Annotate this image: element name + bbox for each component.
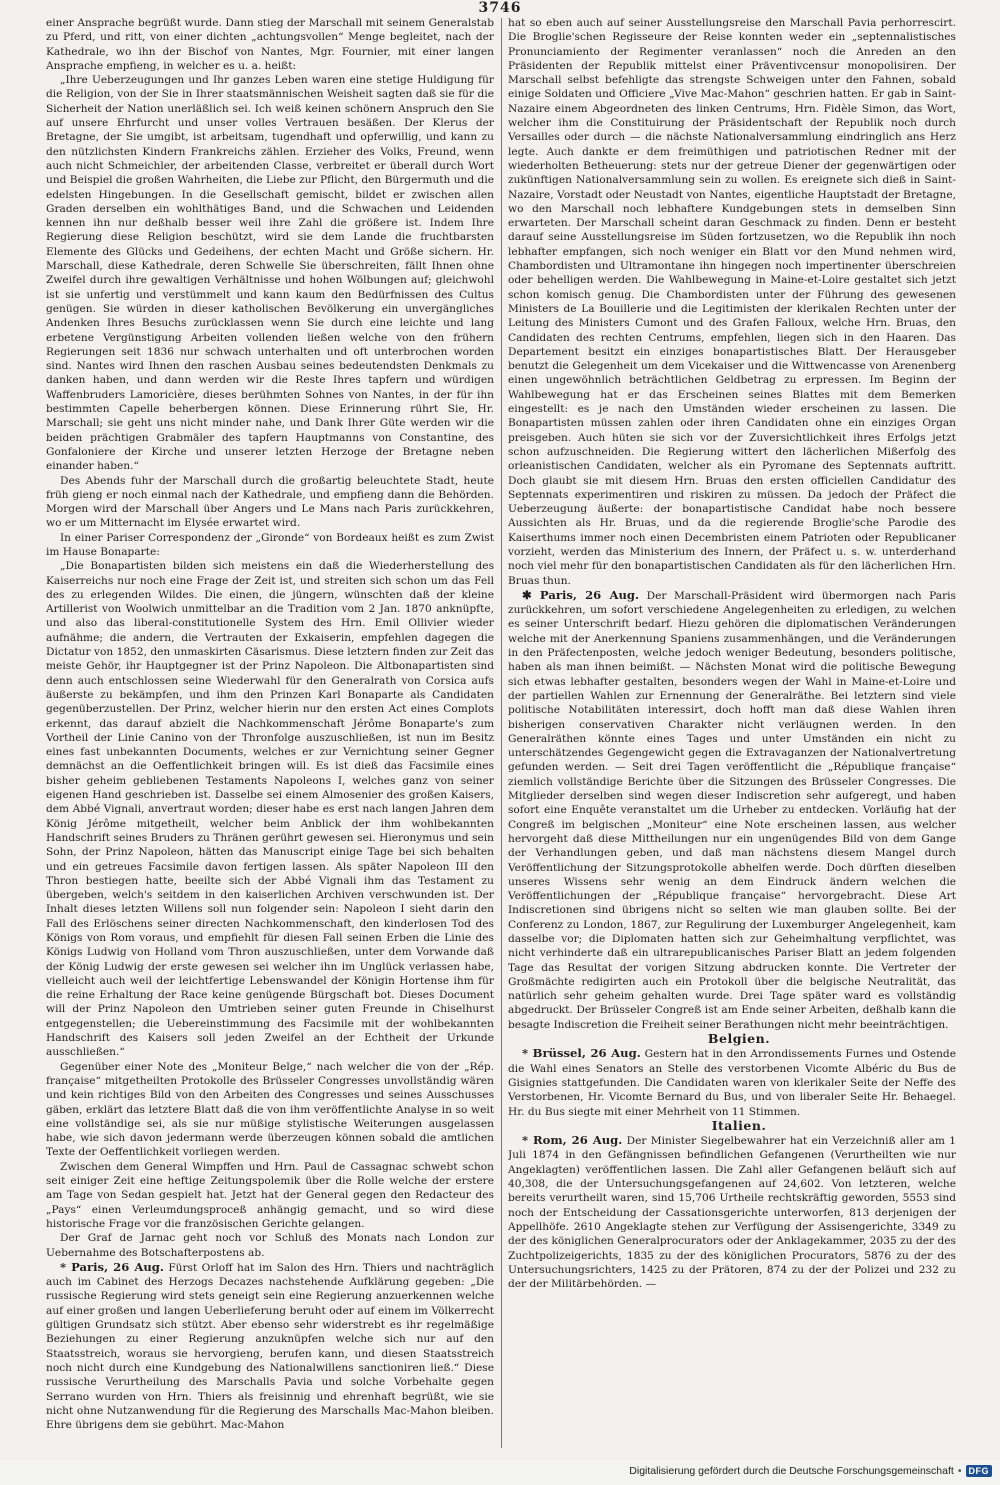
- paragraph: [508, 1133, 956, 1291]
- dateline: * Paris, 26 Aug.: [60, 1259, 164, 1274]
- article-text: Der Marschall-Präsident wird übermorgen nach Paris zurückkehren, um sofort verschiedene Angelegenheiten zu erledigen, zu welchen es seiner Unterschrift bedarf. Hiezu gehören die diplomatischen Veränderungen welche mit der Anerkennung Spaniens zusammenhängen, und die Veränderungen in den Präfectenposten, welche jedoch weniger Bedeutung, besonders politische, haben als man ihnen beimißt. — Nächsten Monat wird die politische Bewegung sich etwas lebhafter gestalten, besonders wegen der Wahl in Maine-et-Loire und der partiellen Wahlen zur Ernennung der Generalräthe. Bei letztern sind viele politische Notabilitäten interessirt, doch hofft man daß diese Wahlen ihren bisherigen conservativen Charakter nicht verläugnen werden. In den Generalräthen könnte eines Tages und unter Umständen ein nicht zu unterschätzendes Gegengewicht gegen die Extravaganzen der Nationalvertretung gefunden werden. — Seit drei Tagen veröffentlicht die „République française“ ziemlich vollständige Berichte über die Sitzungen des Brüsseler Congresses. Die Mitglieder derselben sind wegen dieser Indiscretion sehr aufgeregt, und haben sofort eine Enquête veranstaltet um die Urheber zu entdecken. Vorläufig hat der Congreß im belgischen „Moniteur“ eine Note erscheinen lassen, aus welcher hervorgeht daß diese Mittheilungen nur ein ungenügendes Bild von dem Gange der Verhandlungen geben, und daß man nächstens diesem Mangel durch Veröffentlichung der Sitzungsprotokolle abhelfen werde. Doch dürften dieselben unseres Wissens sehr wenig an dem Eindruck ändern welchen die Veröffentlichungen der „République française“ hervorgebracht. Diese Art Indiscretionen sind übrigens nicht so selten wie man glauben sollte. Bei der Conferenz zu London, 1867, zur Regulirung der Luxemburger Angelegenheit, kam dasselbe vor; die Diplomaten hatten sich zur Geheimhaltung verpflichtet, was nicht verhinderte daß ein ultrarepublicanisches Pariser Blatt an jedem folgenden Tage das Resultat der vorigen Sitzung abdrucken konnte. Die Vertreter der Großmächte redigirten auch ein Protokoll über die belgische Neutralität, das natürlich sehr geheim gehalten wurde. Drei Tage später ward es vollständig abgedruckt. Der Brüsseler Congreß ist am Ende seiner Arbeiten, deßhalb kann die besagte Indiscretion die Freiheit seiner Berathungen nicht mehr beeinträchtigen.: [508, 589, 956, 1031]
- paragraph: In einer Pariser Correspondenz der „Gironde“ von Bordeaux heißt es zum Zwist im Hause Bonaparte:: [46, 531, 494, 558]
- article-text: Der Minister Siegelbewahrer hat ein Verzeichniß aller am 1 Juli 1874 in den Gefängnissen befindlichen Gefangenen (Verurtheilten wie nur Angeklagten) veröffentlichen lassen. Die Zahl aller Gefangenen beläuft sich auf 40,308, die der Untersuchungsgefangenen auf 24,602. Von letzteren, welche bereits verurtheilt waren, sind 15,706 Urtheile rechtskräftig geworden, 5553 sind noch der Entscheidung der Cassationsgerichte unterworfen, 813 derjenigen der Appellhöfe. 2610 Angeklagte stehen zur Verfügung der Assisengerichte, 3349 zu der des königlichen Generalprocurators oder der Anklagekammer, 2035 zu der des Zuchtpolizeigerichts, 1835 zu der des königlichen Procurators, 5876 zu der des Untersuchungsrichters, 1425 zu der Prätoren, 874 zu der der Polizei und 232 zu der der Militärbehörden. —: [508, 1135, 956, 1291]
- paragraph: Der Graf de Jarnac geht noch vor Schluß des Monats nach London zur Uebernahme des Botschafterpostens ab.: [46, 1232, 494, 1259]
- paragraph: [508, 1046, 956, 1118]
- article-text: Fürst Orloff hat im Salon des Hrn. Thiers und nachträglich auch im Cabinet des Herzogs Decazes nachstehende Aufklärung gegeben: „Die russische Regierung wird stets geneigt sein eine Regierung anzuerkennen welche auf einer großen und langen Ueberlieferung beruht oder auf einem im Völkerrecht gültigen Grundsatz sich stützt. Aber ebenso sehr widerstrebt es ihr regelmäßige Beziehungen zu einer Regierung anzuknüpfen welche sich nur auf den Staatsstreich, woraus sie hervorgieng, berufen kann, und diesen Staatsstreich noch nicht durch eine Kundgebung des Nationalwillens sanctioniren ließ.“ Diese russische Verurtheilung des Marschalls Pavia und solche Vorbehalte gegen Serrano wurden von Hrn. Thiers als freisinnig und ehrenhaft begrüßt, wie sie nicht ohne Nutzanwendung für die Regierung des Marschalls Mac-Mahon bleiben. Ehre übrigens dem sie gebührt. Mac-Mahon: [46, 1261, 494, 1432]
- column-divider: [501, 18, 502, 1448]
- section-heading-belgien: Belgien.: [707, 1031, 771, 1047]
- paragraph: „Die Bonapartisten bilden sich meistens ein daß die Wiederherstellung des Kaiserreichs nur noch eine Frage der Zeit ist, und streiten sich schon um das Fell des zu erlegenden Wildes. Die einen, die jüngern, wünschten daß der kleine Artillerist von Woolwich unmittelbar an die Tradition vom 2 Jan. 1870 anknüpfte, und also das liberal-constitutionelle System des Hrn. Emil Ollivier wieder aufnähme; die andern, die Vertrauten der Exkaiserin, empfehlen dagegen die Dictatur von 1852, den unmaskirten Cäsarismus. Diese letztern finden zur Zeit das meiste Gehör, ihr Hauptgegner ist der Prinz Napoleon. Die Altbonapartisten sind denn auch entschlossen seine Wiederwahl für den Generalrath von Corsica aufs äußerste zu bekämpfen, und ihm den Prinzen Karl Bonaparte als Candidaten gegenüberzustellen. Der Prinz, welcher hierin nur den ersten Act eines Complots erkennt, das darauf abzielt die Nachkommenschaft Jérôme Bonaparte's zum Vortheil der Linie Canino von der Thronfolge auszuschließen, ist nun im Besitz eines fast unbekannten Documents, welches er zur Vernichtung seiner Gegner demnächst an die Oeffentlichkeit bringen will. Es ist dieß das Facsimile eines bisher geheim gebliebenen Testaments Napoleons I, welches ganz von seiner eigenen Hand geschrieben ist. Dasselbe sei einem Almosenier des großen Kaisers, dem Abbé Vignali, anvertraut worden; dieser habe es erst nach langen Jahren dem König Jérôme mitgetheilt, welcher beim Anblick der ihm wohlbekannten Handschrift seines Bruders zu Thränen gerührt gewesen sei. Hieronymus und sein Sohn, der Prinz Napoleon, hätten das Manuscript einige Tage bei sich behalten und ein getreues Facsimile davon fertigen lassen. Als später Napoleon III den Thron bestiegen hatte, beeilte sich der Abbé Vignali ihm das Testament zu übergeben, welch's seitdem in den kaiserlichen Archiven verschwunden ist. Der Inhalt dieses letzten Willens soll nun folgender sein: Napoleon I sieht darin den Fall des Erlöschens seiner directen Nachkommenschaft, den kinderlosen Tod des Königs von Rom voraus, und empfiehlt für diesen Fall seinen Erben die Linie des Königs Ludwig von Holland vom Thron auszuschließen, unter dem Vorwande daß der König Ludwig der erste gewesen sei welcher ihn im Unglück verlassen habe, vielleicht auch weil der leichtfertige Lebenswandel der Königin Hortense ihm für die reine Erhaltung der Race keine genügende Bürgschaft bot. Dieses Document will der Prinz Napoleon den Umtrieben seiner guten Freunde in Chiselhurst entgegenstellen; die Uebereinstimmung des Facsimile mit der wohlbekannten Handschrift des Kaisers soll jeden Zweifel an der Echtheit der Urkunde ausschließen.“: [46, 560, 494, 1059]
- paragraph: [46, 1260, 494, 1433]
- paragraph: einer Ansprache begrüßt wurde. Dann stieg der Marschall mit seinem Generalstab zu Pferd, und ritt, von einer dichten „achtungsvollen“ Menge begleitet, nach der Kathedrale, wo ihn der Bischof von Nantes, Mgr. Fournier, mit einer langen Ansprache empfieng, in welcher es u. a. heißt:: [46, 17, 494, 72]
- dateline: * Brüssel, 26 Aug.: [522, 1046, 641, 1061]
- footer-text: Digitalisierung gefördert durch die Deutsche Forschungsgemeinschaft: [629, 1465, 954, 1477]
- dateline: * Rom, 26 Aug.: [522, 1133, 623, 1148]
- left-column: [46, 16, 494, 1456]
- paragraph: „Ihre Ueberzeugungen und Ihr ganzes Leben waren eine stetige Huldigung für die Religion, von der Sie in Ihrer staatsmännischen Weisheit sagten daß sie für die Sicherheit der Nation unerläßlich sei. Ich weiß keinen schönern Anspruch den Sie auf unsere Ehrfurcht und unser volles Vertrauen besäßen. Der Klerus der Bretagne, der Sie umgibt, ist arbeitsam, tugendhaft und opferwillig, und kann zu den nützlichsten Kindern Frankreichs zählen. Erzieher des Volks, Freund, wenn auch nicht Schmeichler, der arbeitenden Classe, verbreitet er überall durch Wort und Beispiel die großen Wahrheiten, die Liebe zur Pflicht, den Bürgermuth und die edelsten Hingebungen. In die Gesellschaft gemischt, bildet er zwischen allen Graden derselben ein wohlthätiges Band, und die Schwachen und Leidenden kennen ihn nur deßhalb besser weil ihre Zahl die größere ist. Indem Ihre Regierung diese Religion beschützt, wird sie dem Lande die fruchtbarsten Elemente des Glücks und Gedeihens, der echten Macht und Größe sichern. Hr. Marschall, diese Kathedrale, deren Schwelle Sie überschreiten, fällt Ihnen ohne Zweifel durch ihre gewaltigen Verhältnisse und hohen Wölbungen auf; gleichwohl ist sie unfertig und verstümmelt und kann kaum den Bedürfnissen des Cultus genügen. Sie würden in dieser katholischen Bevölkerung ein unvergängliches Andenken Ihres Besuchs zurücklassen wenn Sie durch eine leichte und lang erbetene Vergünstigung Arbeiten vollenden ließen welche von den frühern Regierungen seit 1836 nur schwach unterhalten und oft unterbrochen worden sind. Nantes wird Ihnen den raschen Ausbau seines bedeutendsten Denkmals zu danken haben, und dann werden wir die Reste Ihres tapfern und würdigen Waffenbruders Lamoricière, dieses berühmten Sohnes von Nantes, in der für ihn bestimmten Capelle beherbergen können. Diese Erinnerung rührt Sie, Hr. Marschall; sie geht uns nicht minder nahe, und Dank Ihrer Güte werden wir die beiden prächtigen Grabmäler des tapfern Hauptmanns von Constantine, des Gonfaloniere der Kirche und unserer letzten Herzoge der Bretagne neben einander haben.“: [46, 74, 494, 473]
- section-heading-italien: Italien.: [711, 1117, 767, 1133]
- separator-dot-icon: •: [957, 1465, 962, 1477]
- paragraph: hat so eben auch auf seiner Ausstellungsreise den Marschall Pavia perhorrescirt. Die Broglie'schen Regisseure der Reise konnten weder ein „septennalistisches Pronunciamiento der Regimenter veranlassen“ noch die Anreden an den Präsidenten der Republik mittelst einer Präventivcensur monopolisiren. Der Marschall selbst befehligte das strengste Schweigen unter den Fahnen, sobald einige Soldaten und Officiere „Vive Mac-Mahon“ geschrien hatten. Er gab in Saint-Nazaire einem Abgeordneten des linken Centrums, Hrn. Fidèle Simon, das Wort, welcher ihm die Constituirung der Präsidentschaft der Republik noch durch Versailles oder durch — die nächste Nationalversammlung eindringlich ans Herz legte. Auch dankte er dem freimüthigen und patriotischen Redner mit der wiederholten Betheuerung: stets nur der getreue Diener der gegenwärtigen oder zukünftigen Nationalversammlung sein zu wollen. Es ereignete sich dieß in Saint-Nazaire, Vorstadt oder Neustadt von Nantes, eigentliche Hauptstadt der Bretagne, wo den Marschall noch lebhaftere Kundgebungen stets in demselben Sinn erwarteten. Der Marschall scheint daran Geschmack zu finden. Denn er besteht darauf seine Ausstellungsreise im Süden fortzusetzen, wo die Republik ihn noch lebhafter empfangen, sich noch weniger ein Blatt vor den Mund nehmen wird, Chambordisten und Ultramontane ihn hingegen noch impertinenter überschreien oder behelligen werden. Die Wahlbewegung in Maine-et-Loire gestaltet sich jetzt schon komisch genug. Die Chambordisten unter der Führung des gewesenen Ministers de La Bouillerie und die Legitimisten der klerikalen Rechten unter der Leitung des Ministers Cumont und des Grafen Falloux, welche Hrn. Bruas, den Candidaten des rechten Centrums, empfehlen, liegen sich in den Haaren. Das Departement besitzt ein einziges bonapartistisches Blatt. Der Herausgeber benutzt die Gelegenheit um dem Vicekaiser und die Wittwencasse von Arenenberg einen ungewöhnlich beträchtlichen Geldbetrag zu erpressen. Im Beginn der Wahlbewegung hat er das Erscheinen seines Blattes mit dem Bemerken eingestellt: es je nach den Umständen wieder erscheinen zu lassen. Die Bonapartisten müssen zahlen oder ihren Candidaten ohne ein einziges Organ preisgeben. Auch hüten sie sich vor der Zuversichtlichkeit ihres Erfolgs jetzt schon aufzuschneiden. Die Regierung wittert den lächerlichen Mißerfolg des orleanistischen Candidaten, welcher als ein Pyromane des Septennats auftritt. Doch glaubt sie mit diesem Hrn. Bruas den ersten officiellen Candidatur des Septennats experimentiren und riskiren zu müssen. Da jedoch der Präfect die Ueberzeugung äußerte: der bonapartistische Candidat habe noch bessere Aussichten als Hr. Bruas, und da die regierende Broglie'sche Parodie des Kaiserthums immer noch einen Decembristen einem Patrioten oder Republicaner vorzieht, werden das Ministerium des Innern, der Präfect u. s. w. unterderhand noch viel mehr für den bonapartistischen Candidaten als für den lächerlichen Hrn. Bruas thun.: [508, 17, 956, 587]
- paragraph: Zwischen dem General Wimpffen und Hrn. Paul de Cassagnac schwebt schon seit einiger Zeit eine heftige Zeitungspolemik über die Rolle welche der erstere am Tage von Sedan gespielt hat. Jetzt hat der General gegen den Redacteur des „Pays“ einen Verleumdungsproceß anhängig gemacht, und so wird diese historische Frage vor die französischen Gerichte gelangen.: [46, 1160, 494, 1230]
- dateline: ✱ Paris, 26 Aug.: [522, 587, 640, 602]
- article-text: Gestern hat in den Arrondissements Furnes und Ostende die Wahl eines Senators an Stelle des verstorbenen Vicomte Albéric du Bus de Gisignies stattgefunden. Die Candidaten waren von klerikaler Seite der Neffe des Verstorbenen, Hr. Vicomte Bernard du Bus, und von liberaler Seite Hr. Behaegel. Hr. du Bus siegte mit einer Mehrheit von 11 Stimmen.: [508, 1048, 956, 1118]
- dfg-logo: DFG: [966, 1465, 993, 1477]
- right-column: [508, 16, 956, 1456]
- digitization-footer: [629, 1463, 992, 1479]
- paragraph: Des Abends fuhr der Marschall durch die großartig beleuchtete Stadt, heute früh gieng er noch einmal nach der Kathedrale, und empfieng dann die Behörden. Morgen wird der Marschall über Angers und Le Mans nach Paris zurückkehren, wo er um Mitternacht im Elysée erwartet wird.: [46, 474, 494, 530]
- paragraph: Gegenüber einer Note des „Moniteur Belge,“ nach welcher die von der „Rép. française“ mitgetheilten Protokolle des Brüsseler Congresses unvollständig wären und kein richtiges Bild von den Arbeiten des Congresses und seines Ausschusses gäben, erklärt das letztere Blatt daß die von ihm veröffentlichte Analyse in so weit eine vollständige sei, als sie nur müßige stylistische Weiterungen ausgelassen habe, wie sich davon jedermann werde überzeugen können sobald die amtlichen Texte der Oeffentlichkeit vorliegen werden.: [46, 1060, 494, 1159]
- page-number: 3746: [478, 0, 522, 14]
- paragraph: [508, 588, 956, 1032]
